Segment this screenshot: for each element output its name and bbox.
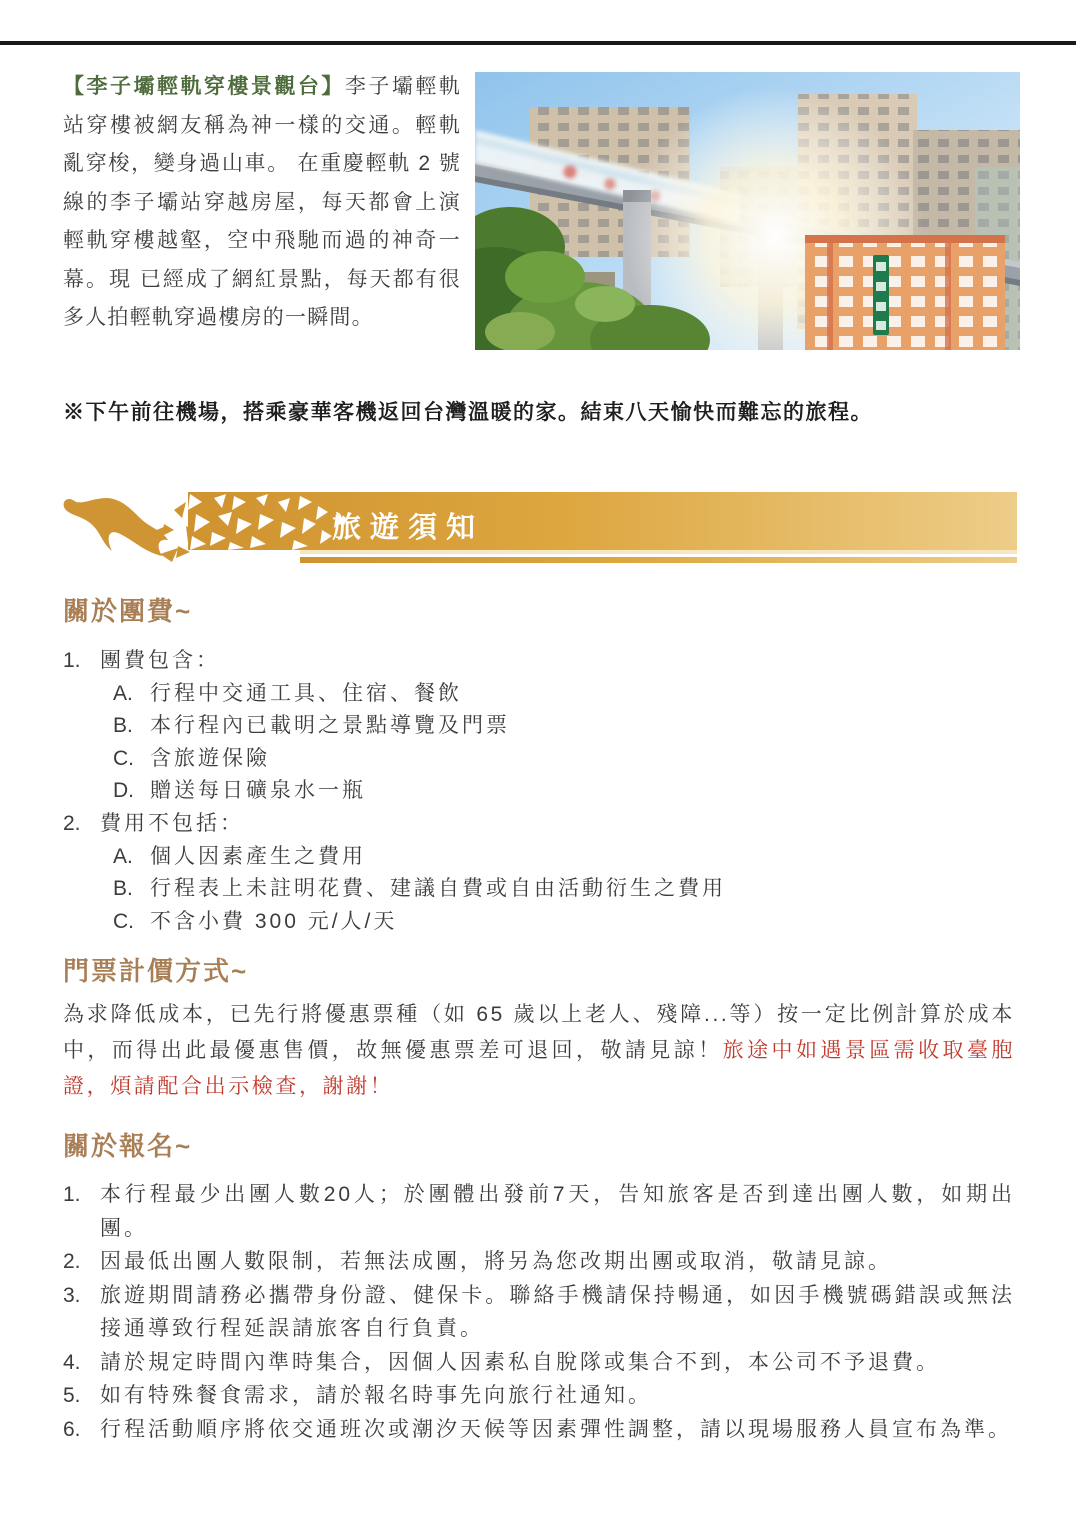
fee-subitem-letter: A. bbox=[113, 844, 133, 868]
fee-subitem-text: 行程中交通工具、住宿、餐飲 bbox=[150, 681, 462, 705]
signup-item-text: 行程活動順序將依交通班次或潮汐天候等因素彈性調整，請以現場服務人員宣布為準。 bbox=[100, 1417, 1012, 1441]
fee-item-number: 2. bbox=[63, 811, 81, 835]
fee-subitem-text: 本行程內已載明之景點導覽及門票 bbox=[150, 714, 510, 738]
signup-item-text: 請於規定時間內準時集合，因個人因素私自脫隊或集合不到，本公司不予退費。 bbox=[100, 1350, 940, 1374]
top-divider-rule bbox=[0, 41, 1076, 45]
signup-item bbox=[63, 1178, 1015, 1245]
banner-graphic bbox=[60, 488, 1020, 566]
signup-item-number: 6. bbox=[63, 1417, 81, 1441]
fee-subitem bbox=[63, 743, 1015, 776]
fee-subitem bbox=[63, 678, 1015, 711]
fee-subitem bbox=[63, 710, 1015, 743]
signup-item bbox=[63, 1413, 1015, 1447]
fee-subitem bbox=[63, 873, 1015, 906]
intro-title: 【李子壩輕軌穿樓景觀台】 bbox=[63, 75, 345, 98]
fee-item-text: 費用不包括： bbox=[100, 811, 244, 835]
liziba-monorail-photo bbox=[475, 72, 1020, 350]
fee-subitem bbox=[63, 906, 1015, 939]
signup-item-text: 本行程最少出團人數20人；於團體出發前7天，告知旅客是否到達出團人數，如期出團。 bbox=[100, 1183, 1015, 1240]
banner-title: 旅遊須知 bbox=[332, 512, 485, 544]
ticket-text-black: 為求降低成本，已先行將優惠票種（如 65 歲以上老人、殘障...等）按一定比例計算於成本中，而得出此最優惠售價，故無優惠票差可退回，敬請見諒！ bbox=[63, 1003, 1015, 1062]
fee-subitem-letter: C. bbox=[113, 746, 134, 770]
fee-subitem bbox=[63, 841, 1015, 874]
ticket-heading: 門票計價方式~ bbox=[63, 956, 249, 986]
intro-body: 李子壩輕軌站穿樓被網友稱為神一樣的交通。輕軌亂穿梭，變身過山車。 在重慶輕軌 2 號線的李子壩站穿越房屋，每天都會上演輕軌穿樓越壑，空中飛馳而過的神奇一幕。現 已經成了網紅景點，每天都有很多人拍輕軌穿過樓房的一瞬間。 bbox=[63, 75, 462, 329]
signup-item-text: 如有特殊餐食需求，請於報名時事先向旅行社通知。 bbox=[100, 1384, 652, 1407]
signup-item-number: 2. bbox=[63, 1250, 81, 1273]
photo-orange-building bbox=[805, 235, 1005, 350]
ticket-text-red: 旅途中如遇景區需收取臺胞證，煩請配合出示檢查，謝謝！ bbox=[63, 1039, 1016, 1098]
signup-item-text: 因最低出團人數限制，若無法成團，將另為您改期出團或取消，敬請見諒。 bbox=[100, 1250, 892, 1273]
signup-item-number: 5. bbox=[63, 1384, 81, 1407]
signup-item bbox=[63, 1346, 1015, 1380]
fee-item bbox=[63, 808, 1015, 841]
fees-heading: 關於團費~ bbox=[63, 596, 193, 626]
fee-subitem-text: 不含小費 300 元/人/天 bbox=[150, 909, 398, 933]
banner-swan-icon bbox=[64, 498, 178, 562]
fee-subitem-letter: C. bbox=[113, 909, 134, 933]
fee-subitem-letter: A. bbox=[113, 681, 133, 705]
fee-item-number: 1. bbox=[63, 649, 81, 672]
signup-item-text: 旅遊期間請務必攜帶身份證、健保卡。聯絡手機請保持暢通，如因手機號碼錯誤或無法接通導致行程延誤請旅客自行負責。 bbox=[100, 1283, 1015, 1340]
signup-item bbox=[63, 1379, 1015, 1413]
signup-item-number: 4. bbox=[63, 1350, 81, 1374]
signup-item bbox=[63, 1245, 1015, 1279]
signup-item-number: 1. bbox=[63, 1183, 81, 1206]
signup-heading: 關於報名~ bbox=[63, 1131, 193, 1161]
signup-item-number: 3. bbox=[63, 1283, 81, 1307]
liziba-photo-illustration bbox=[475, 72, 1020, 350]
fee-subitem bbox=[63, 775, 1015, 808]
fee-subitem-letter: D. bbox=[113, 779, 134, 803]
notice-banner bbox=[60, 488, 1020, 566]
signup-list bbox=[63, 1178, 1015, 1446]
fee-subitem-letter: B. bbox=[113, 877, 133, 901]
fee-subitem-letter: B. bbox=[113, 714, 133, 738]
airport-note: ※下午前往機場，搭乘豪華客機返回台灣溫暖的家。結束八天愉快而難忘的旅程。 bbox=[63, 401, 873, 424]
fee-subitem-text: 行程表上未註明花費、建議自費或自由活動衍生之費用 bbox=[150, 877, 726, 901]
intro-paragraph bbox=[63, 68, 461, 350]
fee-subitem-text: 個人因素產生之費用 bbox=[150, 844, 366, 868]
fees-list bbox=[63, 645, 1015, 938]
fee-subitem-text: 贈送每日礦泉水一瓶 bbox=[150, 779, 366, 803]
fee-item bbox=[63, 645, 1015, 678]
intro-section bbox=[63, 72, 1020, 350]
fee-item-text: 團費包含： bbox=[100, 649, 220, 672]
ticket-paragraph bbox=[63, 997, 1015, 1105]
fee-subitem-text: 含旅遊保險 bbox=[150, 746, 270, 770]
signup-item bbox=[63, 1279, 1015, 1346]
